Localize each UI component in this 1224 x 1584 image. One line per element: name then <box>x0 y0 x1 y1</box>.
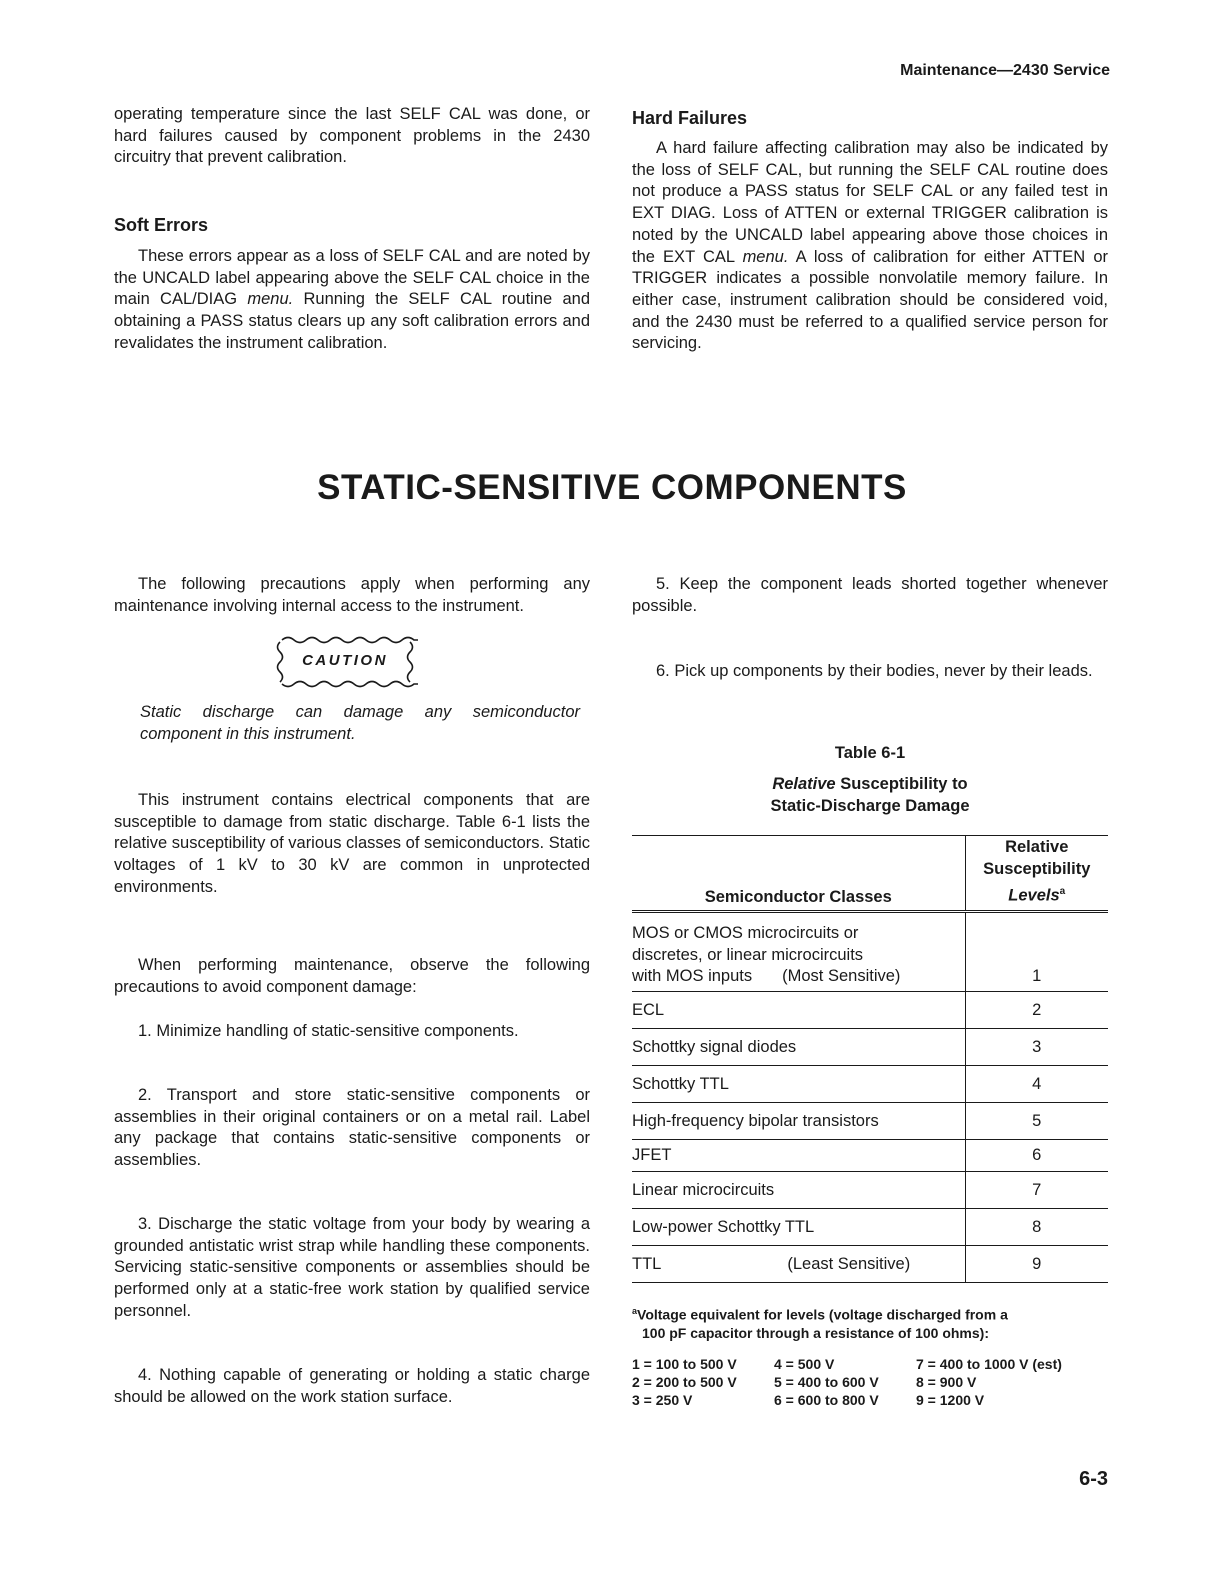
precaution-item-2: 2. Transport and store static-sensitive components or assemblies in their original containers or on a metal rail. Label any package that contains static-sensitive components or assemblies. <box>114 1086 590 1170</box>
caution-text: Static discharge can damage any semiconductor component in this instrument. <box>140 703 580 743</box>
table-row: MOS or CMOS microcircuits or discretes, or linear microcircuits with MOS inputs (Most Sensitive) 1 <box>632 912 1108 992</box>
page-number: 6-3 <box>1079 1468 1108 1490</box>
hard-failures-heading: Hard Failures <box>632 108 748 128</box>
table-number: Table 6-1 <box>834 744 906 762</box>
header-semiconductor-classes: Semiconductor Classes <box>632 836 965 912</box>
intro-paragraph: The following precautions apply when performing any maintenance involving internal access to the instrument. <box>114 575 590 615</box>
table-row: ECL 2 <box>632 992 1108 1029</box>
header-susceptibility-levels: Relative Susceptibility Levels$^a$ <box>965 836 1108 912</box>
running-header: Maintenance—2430 Service <box>900 62 1110 79</box>
table-row: TTL (Least Sensitive) 9 <box>632 1246 1108 1283</box>
voltage-levels: 1 = 100 to 500 V 4 = 500 V 7 = 400 to 1000 V (est) 2 = 200 to 500 V 5 = 400 to 600 V 8 = 900 V 3 = 250 V 6 = 600 to 800 V 9 = 1200 V <box>632 1356 1062 1408</box>
table-title: Relative Susceptibility to Static-Discharge Damage <box>770 775 970 815</box>
observe-paragraph: When performing maintenance, observe the following precautions to avoid component damage: <box>114 956 590 996</box>
caution-label: CAUTION <box>302 652 388 669</box>
hard-failures-paragraph: A hard failure affecting calibration may also be indicated by the loss of SELF CAL, but running the SELF CAL routine does not produce a PASS status for SELF CAL or any failed test in EXT DIAG. Loss of ATTEN or external TRIGGER calibration is noted by the UNCALD label appearing above those choices in the EXT CAL menu. A loss of calibration for either ATTEN or TRIGGER indicates a possible nonvolatile memory failure. In either case, instrument calibration should be considered void, and the 2430 must be referred to a qualified service person for servicing. <box>632 139 1108 353</box>
table-row: High-frequency bipolar transistors 5 <box>632 1103 1108 1140</box>
precaution-item-5: 5. Keep the component leads shorted together whenever possible. <box>632 575 1108 615</box>
precaution-item-3: 3. Discharge the static voltage from your body by wearing a grounded antistatic wrist strap while handling these components. Servicing static-sensitive components or assemblies should be performed only at a static-free work station by qualified service personnel. <box>114 1215 590 1320</box>
contains-paragraph: This instrument contains electrical components that are susceptible to damage from static discharge. Table 6-1 lists the relative susceptibility of various classes of semiconductors. Static voltages of 1 kV to 30 kV are common in unprotected environments. <box>114 791 590 896</box>
table-footnote: $^a$Voltage equivalent for levels (voltage discharged from a 100 pF capacitor through a resistance of 100 ohms): <box>632 1306 1008 1341</box>
continued-paragraph: operating temperature since the last SELF CAL was done, or hard failures caused by component problems in the 2430 circuitry that prevent calibration. <box>114 105 590 167</box>
soft-errors-heading: Soft Errors <box>114 215 209 235</box>
precaution-item-4: 4. Nothing capable of generating or holding a static charge should be allowed on the work station surface. <box>114 1366 590 1406</box>
section-title: STATIC-SENSITIVE COMPONENTS <box>317 468 907 507</box>
table-row: Linear microcircuits 7 <box>632 1172 1108 1209</box>
precaution-item-6: 6. Pick up components by their bodies, never by their leads. <box>656 662 1093 680</box>
table-row: JFET 6 <box>632 1140 1108 1172</box>
table-row: Schottky signal diodes 3 <box>632 1029 1108 1066</box>
caution-box <box>272 634 418 690</box>
table-row: Low-power Schottky TTL 8 <box>632 1209 1108 1246</box>
precaution-item-1: 1. Minimize handling of static-sensitive components. <box>138 1022 519 1040</box>
susceptibility-table <box>632 835 1108 1283</box>
soft-errors-paragraph: These errors appear as a loss of SELF CAL and are noted by the UNCALD label appearing above the SELF CAL choice in the main CAL/DIAG menu. Running the SELF CAL routine and obtaining a PASS status clears up any soft calibration errors and revalidates the instrument calibration. <box>114 247 590 352</box>
table-row: Schottky TTL 4 <box>632 1066 1108 1103</box>
